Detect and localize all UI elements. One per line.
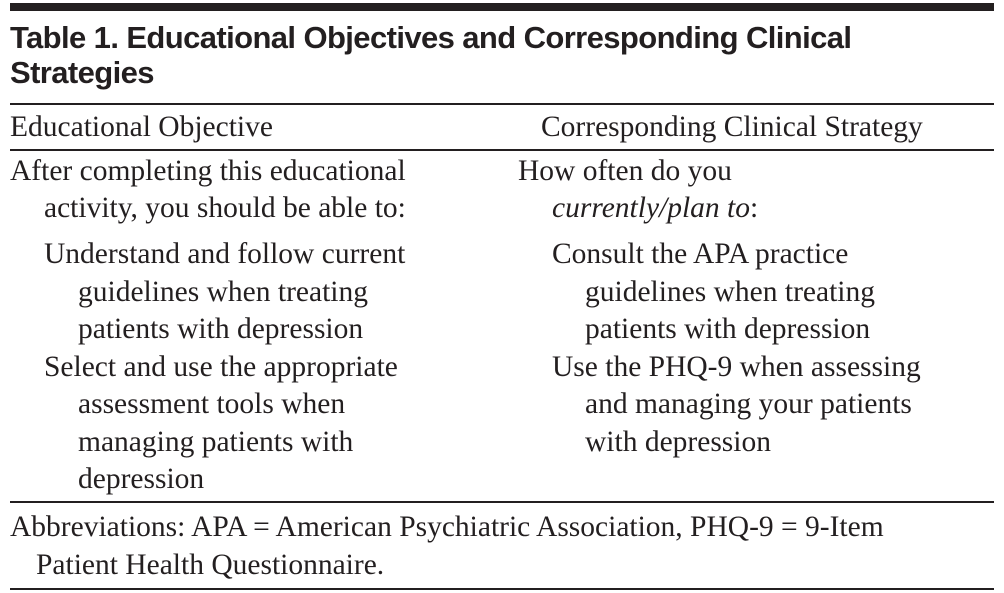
top-thick-rule — [10, 3, 994, 11]
strategy-intro-colon: : — [750, 192, 759, 224]
strategy-item: and managing your patients — [585, 388, 912, 420]
objective-item: assessment tools when — [78, 388, 346, 420]
strategy-item: guidelines when treating — [585, 276, 876, 308]
strategy-intro-italic: currently/plan to — [552, 192, 751, 224]
objective-item: depression — [78, 463, 205, 495]
strategy-item: Use the PHQ-9 when assessing — [552, 351, 921, 383]
bottom-rule — [10, 588, 994, 590]
body-rule — [10, 501, 994, 503]
objective-item: guidelines when treating — [78, 276, 369, 308]
footnote: Abbreviations: APA = American Psychiatric Association, PHQ-9 = 9-Item — [10, 511, 884, 543]
footnote: Patient Health Questionnaire. — [36, 549, 385, 581]
objective-item: managing patients with — [78, 426, 354, 458]
strategy-item: Consult the APA practice — [552, 238, 849, 270]
objective-item: patients with depression — [78, 313, 364, 345]
strategy-intro — [552, 190, 758, 228]
header-educational-objective: Educational Objective — [10, 111, 273, 143]
title-rule — [10, 103, 994, 105]
objective-intro: activity, you should be able to: — [44, 192, 406, 224]
objective-item: Understand and follow current — [44, 238, 406, 270]
title-line: Strategies — [10, 55, 154, 90]
objective-intro: After completing this educational — [10, 155, 406, 187]
table-title — [10, 20, 851, 90]
strategy-intro: How often do you — [518, 155, 732, 187]
title-line: Table 1. Educational Objectives and Corresponding Clinical — [10, 20, 852, 55]
objective-item: Select and use the appropriate — [44, 351, 398, 383]
header-rule — [10, 149, 994, 151]
strategy-item: patients with depression — [585, 313, 871, 345]
header-clinical-strategy: Corresponding Clinical Strategy — [541, 111, 923, 143]
strategy-item: with depression — [585, 426, 771, 458]
